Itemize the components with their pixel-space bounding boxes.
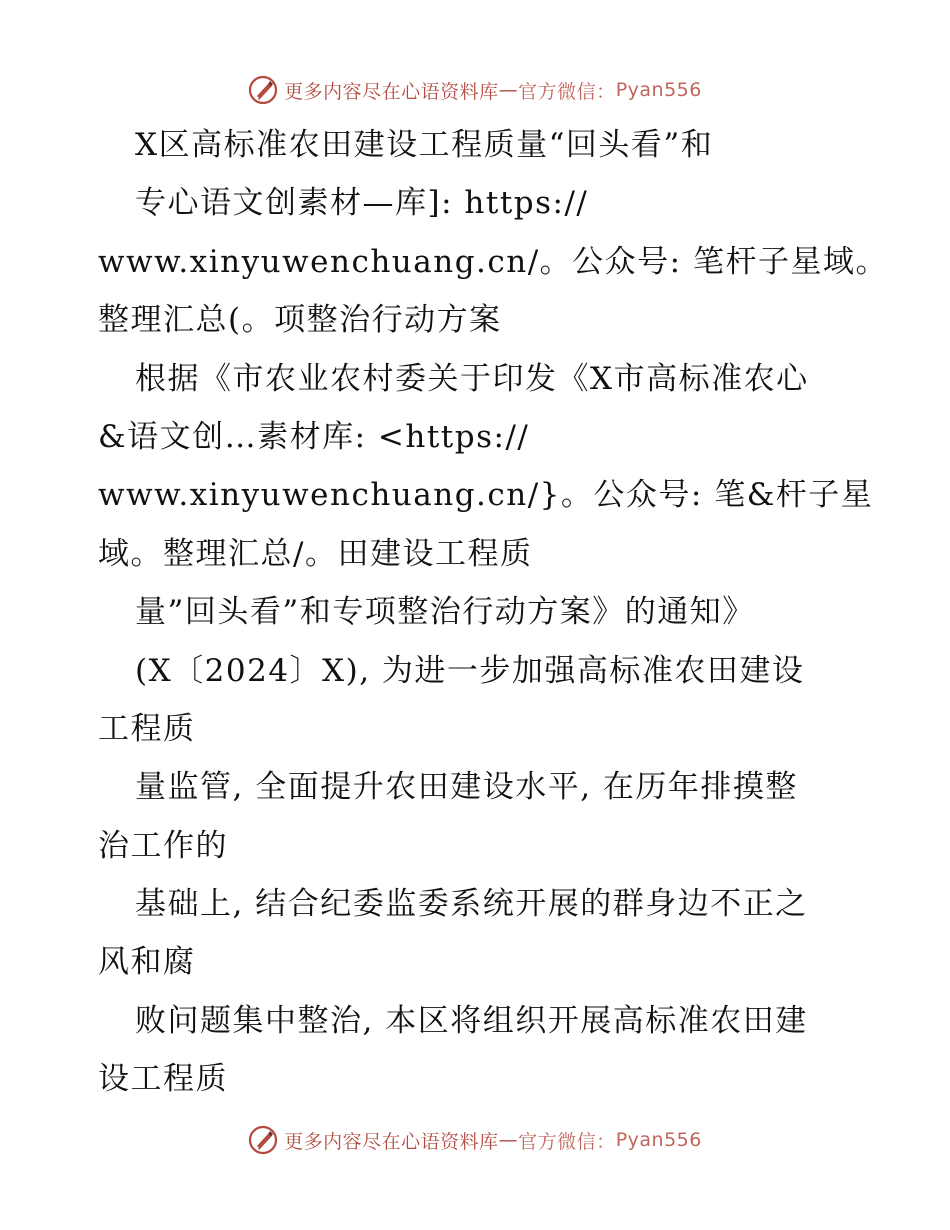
watermark-site-text: 更多内容尽在心语资料库 [284,1130,499,1153]
watermark-wechat-id: Pyan556 [615,79,702,101]
text-line: 量”回头看”和专项整治行动方案》的通知》 [135,594,755,631]
text-line: 治工作的 [98,827,228,864]
text-line: (X〔2024〕X), 为进一步加强高标准农田建设 [135,652,805,689]
watermark-dash: — [498,1129,519,1151]
text-line: 整理汇总(。项整治行动方案 [98,302,502,339]
text-line: 工程质 [98,710,196,747]
text-line: 域。整理汇总/。田建设工程质 [98,535,533,572]
document-body [98,116,888,1109]
watermark-wechat-id: Pyan556 [615,1129,702,1151]
header-watermark [0,70,950,110]
watermark-site-text: 更多内容尽在心语资料库 [284,80,499,103]
text-line: 量监管, 全面提升农田建设水平, 在历年排摸整 [135,769,798,806]
text-line: www.xinyuwenchuang.cn/}。公众号: 笔&杆子星 [98,477,874,514]
text-line: &语文创…素材库: <https:// [98,418,530,455]
footer-watermark [0,1120,950,1160]
text-line: www.xinyuwenchuang.cn/。公众号: 笔杆子星域。 [98,243,888,280]
pen-logo-icon [248,1125,278,1155]
text-line: 根据《市农业农村委关于印发《X市高标准农心 [135,360,809,397]
text-line: X区高标准农田建设工程质量“回头看”和 [135,127,714,163]
watermark-wechat-label: 官方微信： [518,1130,616,1153]
watermark-dash: — [498,79,519,101]
pen-logo-icon [248,75,278,105]
text-line: 败问题集中整治, 本区将组织开展高标准农田建 [135,1002,808,1039]
watermark-wechat-label: 官方微信： [518,80,616,103]
text-line: 设工程质 [98,1061,228,1098]
text-line: 专心语文创素材—库]: https:// [135,185,589,222]
text-line: 风和腐 [98,944,196,981]
text-line: 基础上, 结合纪委监委系统开展的群身边不正之 [135,886,808,923]
